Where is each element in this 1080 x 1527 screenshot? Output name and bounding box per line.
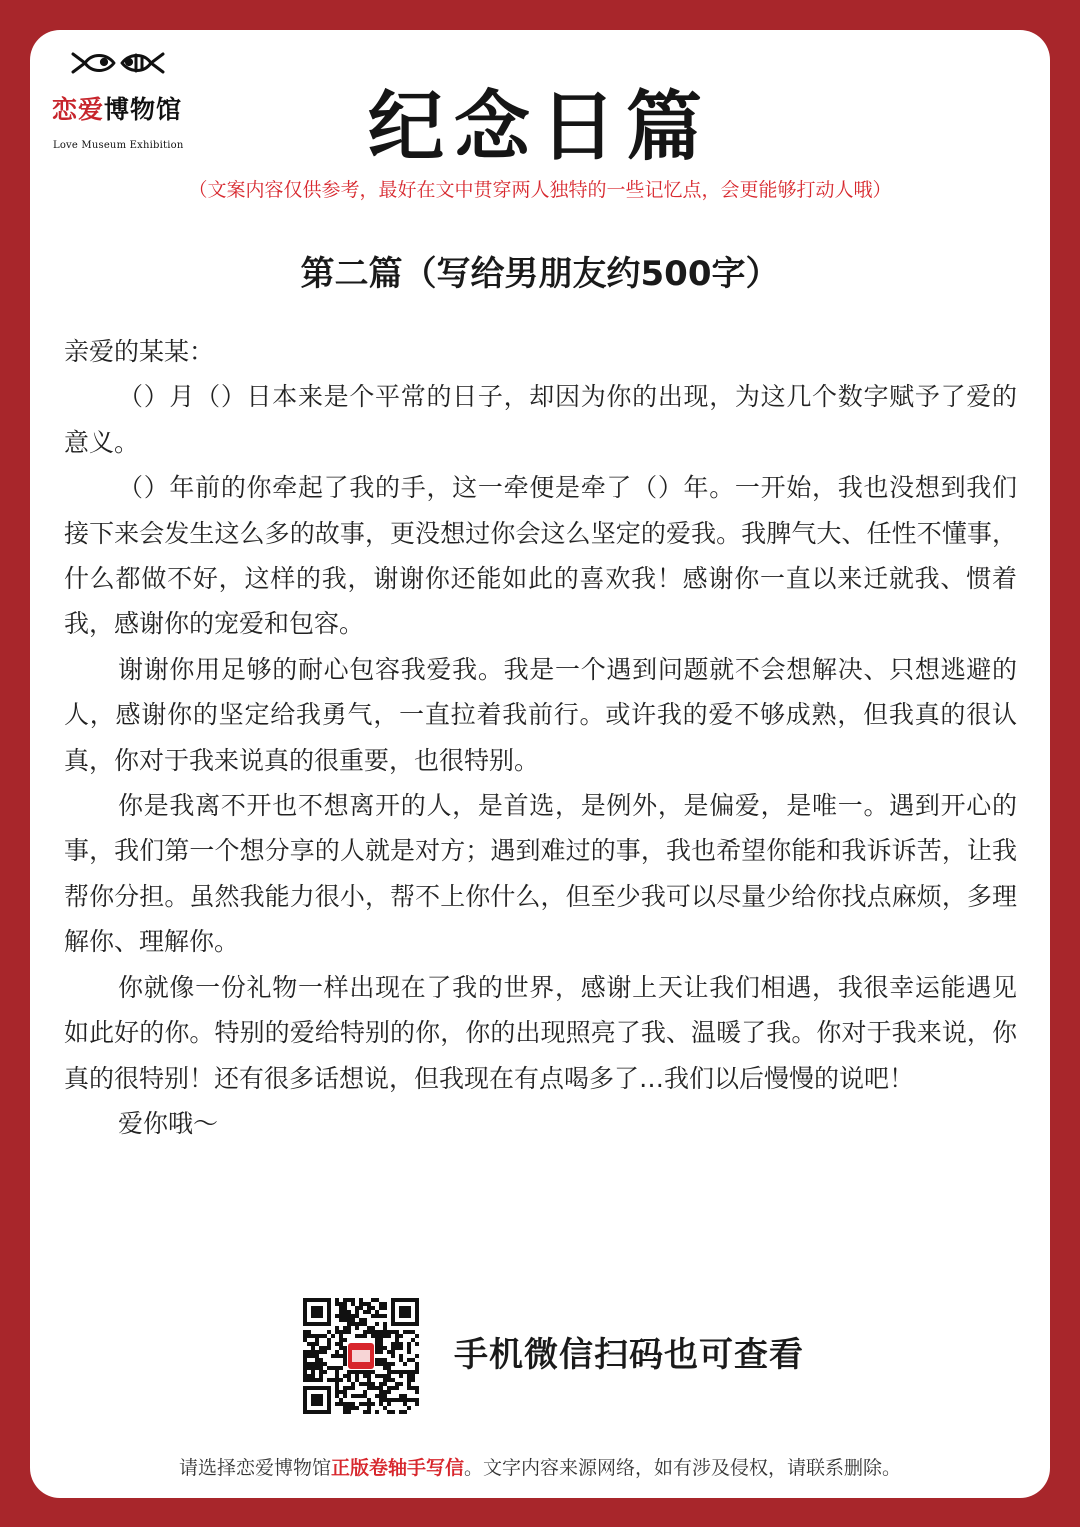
letter-closing: 爱你哦～	[118, 1108, 219, 1138]
qr-code-graphic	[292, 1287, 430, 1425]
qr-caption: 手机微信扫码也可查看	[454, 1335, 804, 1375]
letter-body	[64, 329, 1017, 1146]
brand-subtitle: Love Museum Exhibition	[53, 140, 184, 151]
letter-paragraph: 谢谢你用足够的耐心包容我爱我。我是一个遇到问题就不会想解决、只想逃避的人，感谢你的坚定给我勇气，一直拉着我前行。或许我的爱不够成熟，但我真的很认真，你对于我来说真的很重要，也很特别。	[64, 654, 1017, 775]
fish-bones-icon	[70, 50, 166, 76]
letter-paragraph: 你是我离不开也不想离开的人，是首选，是例外，是偏爱，是唯一。遇到开心的事，我们第一个想分享的人就是对方；遇到难过的事，我也希望你能和我诉诉苦，让我帮你分担。虽然我能力很小，帮不上你什么，但至少我可以尽量少给你找点麻烦，多理解你、理解你。	[64, 791, 1017, 957]
letter-card	[30, 30, 1050, 1498]
footer-text-end: 。文字内容来源网络，如有涉及侵权，请联系删除。	[464, 1457, 902, 1479]
letter-heading: 第二篇（写给男朋友约500字）	[300, 254, 780, 294]
footer-text-start: 请选择恋爱博物馆	[178, 1457, 331, 1479]
qr-code-icon[interactable]	[292, 1287, 430, 1425]
letter-paragraph: 你就像一份礼物一样出现在了我的世界，感谢上天让我们相遇，我很幸运能遇见如此好的你。特别的爱给特别的你，你的出现照亮了我、温暖了我。你对于我来说，你真的很特别！还有很多话想说，但我现在有点喝多了…我们以后慢慢的说吧！	[64, 972, 1017, 1093]
brand-name-rest: 博物馆	[104, 95, 183, 124]
letter-greeting: 亲爱的某某：	[64, 337, 215, 366]
letter-paragraph: （）月（）日本来是个平常的日子，却因为你的出现，为这几个数字赋予了爱的意义。	[64, 382, 1017, 457]
usage-note: （文案内容仅供参考，最好在文中贯穿两人独特的一些记忆点，会更能够打动人哦）	[188, 179, 892, 201]
letter-paragraph: （）年前的你牵起了我的手，这一牵便是牵了（）年。一开始，我也没想到我们接下来会发生这么多的故事，更没想过你会这么坚定的爱我。我脾气大、任性不懂事，什么都做不好，这样的我，谢谢你还能如此的喜欢我！感谢你一直以来迁就我、惯着我，感谢你的宠爱和包容。	[64, 473, 1017, 639]
brand-name-red: 恋爱	[52, 95, 105, 124]
footer-highlight: 正版卷轴手写信	[330, 1457, 464, 1479]
page-title: 纪念日篇	[368, 82, 712, 171]
footer-disclaimer	[30, 1454, 1050, 1482]
